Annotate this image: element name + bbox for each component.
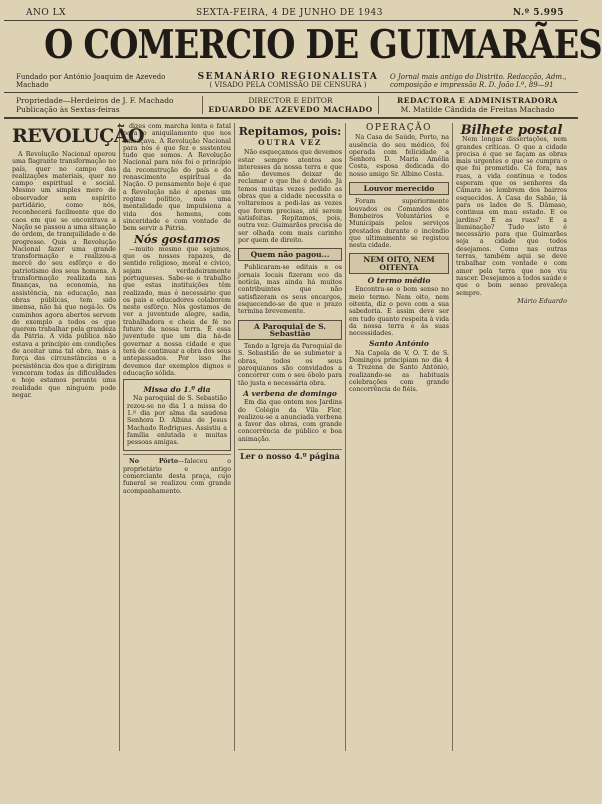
article-heading-nos-gostamos: Nós gostamos: [133, 233, 220, 247]
series-block: [192, 73, 384, 89]
article-columns: [4, 119, 578, 751]
article-heading-revolucao: REVOLUÇÃO: [12, 125, 145, 147]
oldest-note: O Jornal mais antigo do Distrito. Redacção, Adm., composição e impressão R. D. João I.º, 89—91: [390, 73, 567, 89]
owner-text: Propriedade—Herdeiros de J. F. Machado: [16, 96, 174, 105]
subheader: [4, 71, 578, 93]
owner-block: [16, 96, 196, 114]
series-label: SEMANÁRIO REGIONALISTA: [197, 72, 379, 82]
article-body: Nem longas dissertações, nem grandes críticas. O que a cidade precisa é que se façam as obras mais urgentes e que se cumpra o que foi prometido. Cá fora, nas ruas, a vida continua e todos esperam que os senhores da Câmara se lembrem dos bairros esquecidos. A Casa do Sabão, lá para os lados de S. Dâmaso, continua em mau estado. E os jardins? E as ruas? E a iluminação? Tudo isto é necessário para que Guimarães seja a cidade que todos desejamos. Como nas outras terras, também aqui se deve trabalhar com vontade e com amor pela terra que nos viu nascer. Desejamos a todos saúde e que o bom senso prevaleça sempre.: [456, 136, 567, 297]
column-4: [349, 123, 453, 751]
article-subheading: OUTRA VEZ: [258, 138, 322, 147]
article-body: Na Capela de V. O. T. de S. Domingos principiam no dia 4 a Trezena de Santo António, realizando-se as habituais celebrações com grande concorrência de fiéis.: [349, 349, 449, 394]
director-name: EDUARDO DE AZEVEDO MACHADO: [208, 105, 373, 114]
missa-heading: Missa do 1.º dia: [143, 385, 211, 395]
divider: [123, 454, 231, 455]
redaction-block: [385, 96, 570, 114]
nem-oito-heading: NEM OITO, NEM OITENTA: [349, 253, 449, 274]
article-body: Publicaram-se editais e os jornais locais fizeram eco da notícia, mas ainda há muitos contribuintes que não satisfizeram os seus encargos, esquecendo-se de que o prazo termina brevemente.: [238, 264, 342, 316]
article-body: Encontra-se o bom senso no meio termo. Nem oito, nem oitenta, diz o povo com a sua sabedoria. E assim deve ser em tudo quanto respeita à vida da nossa terra e às suas necessidades.: [349, 286, 449, 338]
article-body: Não esqueçamos que devemos estar sempre atentos aos interesses da nossa terra e que não devemos deixar de reclamar o que lhe é devido. Já temos muitas vezes pedido as obras que a cidade necessita e voltaremos a pedi-las as vezes que forem precisas, até serem satisfeitas. Repitamos, pois, outra vez: Guimarães precisa de ser olhada com mais carinho por quem de direito.: [238, 149, 342, 244]
article-body: Tendo a Igreja da Paroquial de S. Sebastião de se submeter a obras, todos os seus paroquianos são convidados a concorrer com o seu óbolo para tão justa e necessária obra.: [238, 343, 342, 387]
article-body: Em dia que ontem nos Jardins do Colégio da Vila Flor, realizou-se a anunciada verbena a favor das obras, com grande concorrência de público e boa animação.: [238, 399, 342, 443]
date-label: SEXTA-FEIRA, 4 DE JUNHO DE 1943: [195, 8, 383, 18]
paroquial-heading: A Paroquial de S. Sebastião: [238, 320, 342, 341]
porto-text: —faleceu o proprietário e antigo comerciante desta praça, cujo funeral se realizou com grande acompanhamento.: [123, 458, 231, 495]
article-body: Foram superiormente louvados os Comandos dos Bombeiros Voluntários e Municipais pelos serviços prestados durante o incêndio que ultimamente se registou nesta cidade.: [349, 198, 449, 250]
director-block: [202, 96, 379, 114]
signature: Mário Eduardo: [517, 296, 567, 305]
article-heading-repitamos: Repitamos, pois:: [238, 125, 342, 138]
santo-antonio-heading: Santo António: [369, 339, 429, 349]
article-heading-bilhete: Bilhete postal: [460, 123, 563, 138]
article-body: A Revolução Nacional operou uma flagrante transformação no país, quer no campo das realizações materiais, quer no campo espiritual e social. Mesmo um simples mero de observador sem espírito partidário, como nós, reconhecerá facilmente que do caos em que se encontrava a Nação se passou a uma situação de ordem, de tranquilidade e de progresso. Quis a Revolução Nacional fazer uma grande transformação e realizou-a mercê do seu esfôrço e do patriotismo dos seus homens. A transformação realizada nas finanças, na economia, na assistência, na educação, nas obras públicas, tem sido imensa, não há que negá-lo. Os caminhos agora abertos servem de exemplo a todos os que querem trabalhar pela grandeza da Pátria. A vida pública não estava a princípio em condições de aceitar uma tal obra, mas a força das circunstâncias e a persistência dos que a dirigiram venceram todas as dificuldades e hoje estamos perante uma realidade que ninguém pode negar.: [12, 151, 116, 399]
verbena-heading: A verbena de domingo: [243, 388, 337, 398]
louvor-heading: Louvor merecido: [349, 182, 449, 195]
newspaper-title: O COMERCIO DE GUIMARÃES: [44, 22, 602, 68]
column-5: [456, 123, 570, 751]
missa-text: Na paroquial de S. Sebastião rezou-se no dia 1 a missa do 1.º dia por alma da saudosa Senhora D. Albina de Jesus Machado Rodrigues. Assistiu a família enlutada e muitas pessoas amigas.: [127, 395, 227, 447]
article-body: dizes com marcha lenta e fatal para o aniquilamento que nos ameaçava. A Revolução Nacional para nós é que fez e sustentou tudo que somos. A Revolução Nacional para nós foi o princípio da reconstrução do país e do renascimento espiritual da Nação. O pensamento hoje é que a Revolução não é apenas um regime político, mas uma mentalidade que impulsiona a vida dos homens, com sinceridade e com vontade de bem servir a Pátria.: [123, 123, 231, 233]
nem-oito-sub: O termo médio: [367, 276, 431, 286]
year-label: ANO LX: [26, 8, 66, 18]
missa-box: [123, 379, 231, 451]
column-3: [238, 123, 346, 751]
quem-nao-pagou-heading: Quem não pagou...: [238, 248, 342, 261]
column-1: [12, 123, 145, 751]
redaction-label: REDACTORA E ADMINISTRADORA: [397, 96, 558, 105]
column-2: [123, 123, 235, 751]
redaction-name: M. Matilde Cândida de Freitas Machado: [400, 105, 555, 114]
dateline: [4, 4, 578, 21]
porto-heading: No Pôrto: [129, 458, 179, 466]
director-label: DIRECTOR E EDITOR: [248, 96, 333, 105]
staff-bar: [4, 93, 578, 119]
publication-text: Publicação às Sextas-feiras: [16, 105, 120, 114]
censor-note: ( VISADO PELA COMISSÃO DE CENSURA ): [209, 81, 367, 89]
read-page-four: Ler o nosso 4.º página: [238, 449, 342, 460]
founder-text: Fundado por António Joaquim de Azevedo Machado: [16, 73, 166, 89]
issue-number: N.º 5.995: [512, 8, 564, 18]
newspaper-page: [4, 4, 602, 796]
article-body: —muito mesmo que sejamos, que os nossos rapazes, de sentido religioso, moral e cívico, sejam verdadeiramente portugueses. Sabe-se o trabalho que estas instituições têm realizado, mas é necessário que os pais e educadores colaborem neste esfôrço. Nós gostamos de ver a juventude alegre, sadia, trabalhadora e cheia de fé no futuro da nossa terra. É essa juventude que um dia há-de governar a nossa cidade e que terá de continuar a obra dos seus antepassados. Por isso lhe devemos dar exemplos dignos e educação sólida.: [123, 245, 231, 377]
article-heading-operacao: OPERAÇÃO: [365, 123, 433, 133]
article-body: Na Casa de Saúde, Porto, na ausência do seu médico, foi operada com felicidade a Senhora D. Maria Amélia Costa, esposa dedicada do nosso amigo Sr. Albino Costa.: [349, 134, 449, 178]
